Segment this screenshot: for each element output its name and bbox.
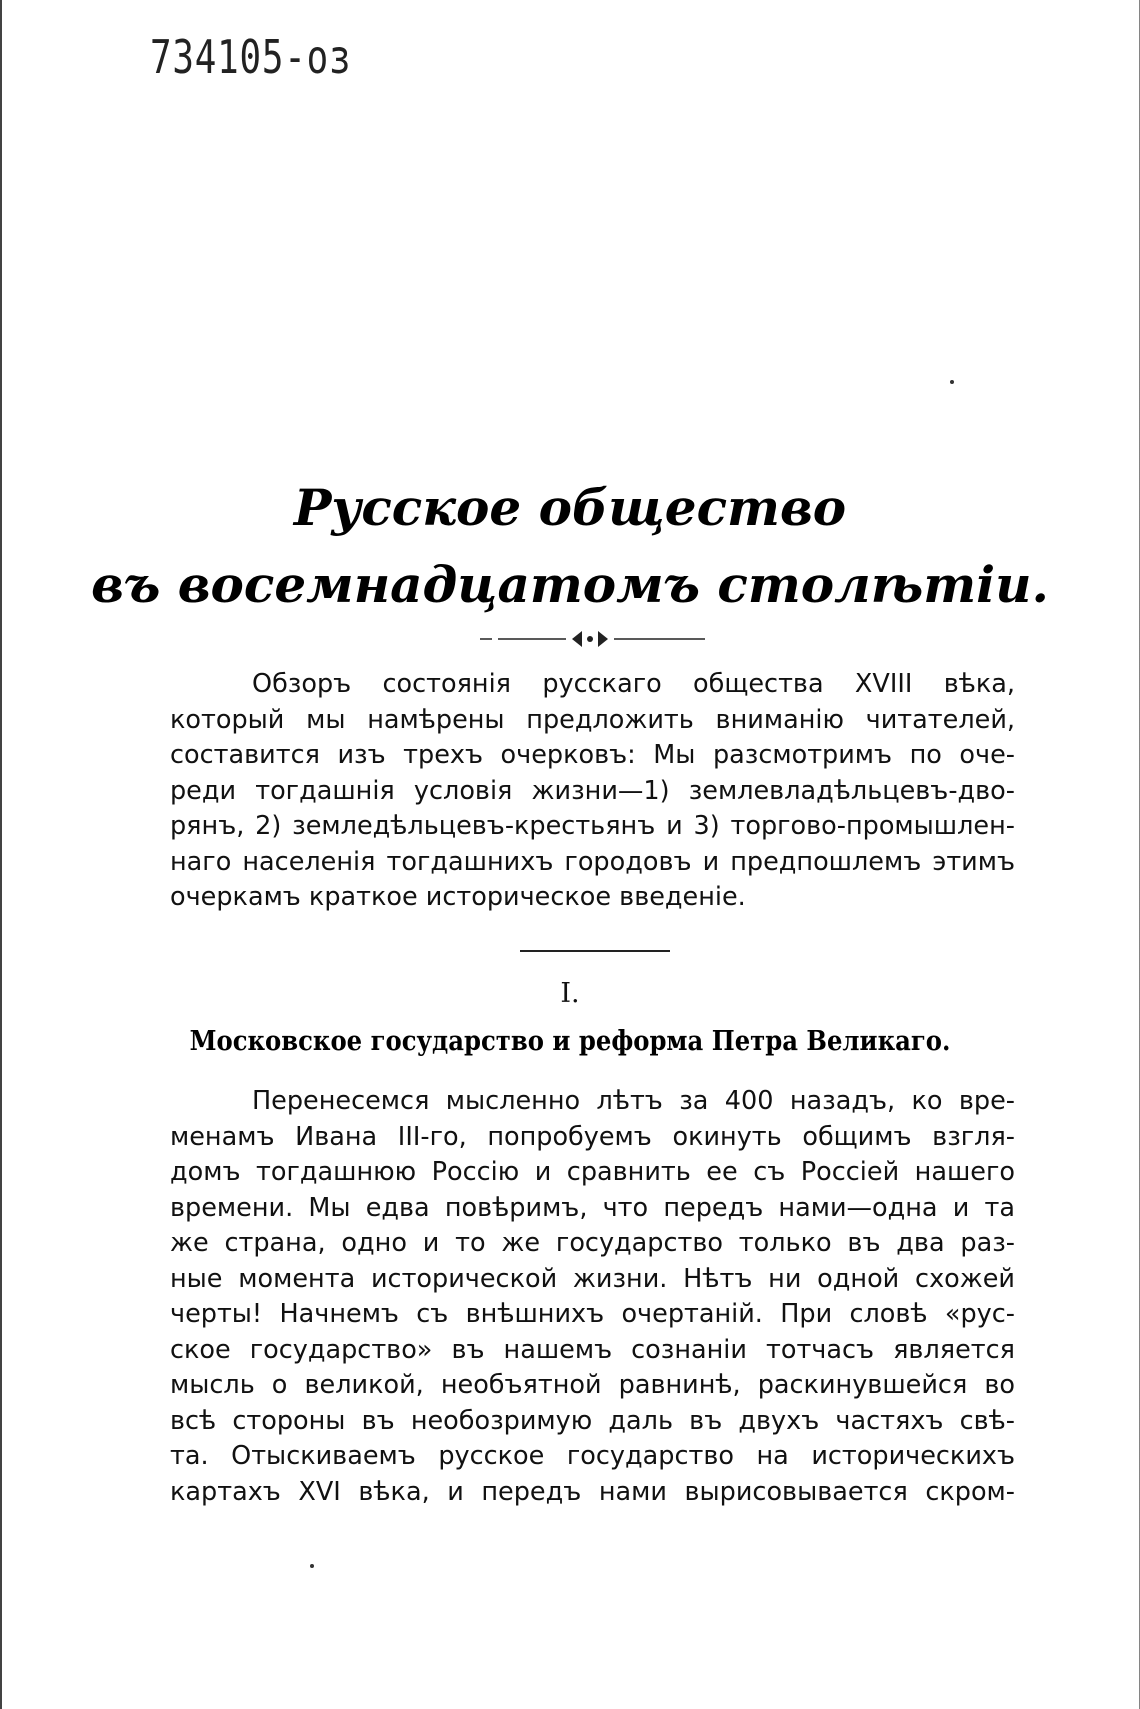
body-paragraph (170, 1084, 1015, 1510)
title-line-1: Русское общество (293, 478, 847, 537)
intro-line: Обзоръ состоянія русскаго общества XVIII вѣка, (252, 669, 1015, 699)
body-line: же страна, одно и то же государство только въ два раз- (170, 1228, 1015, 1258)
body-line: ское государство» въ нашемъ сознаніи тотчасъ является (170, 1334, 1015, 1365)
title-line-2: въ восемнадцатомъ столѣтіи. (91, 555, 1049, 614)
section-divider (520, 950, 670, 952)
body-line: всѣ стороны въ необозримую даль въ двухъ частяхъ свѣ- (170, 1405, 1015, 1436)
body-line: мысль о великой, необъятной равнинѣ, раскинувшейся во (170, 1370, 1015, 1400)
body-line: домъ тогдашнюю Россію и сравнить ее съ Россіей нашего (170, 1157, 1015, 1187)
scan-edge-right (1134, 0, 1140, 1709)
intro-line: рянъ, 2) земледѣльцевъ-крестьянъ и 3) торгово-промышлен- (170, 811, 1015, 841)
body-line: черты! Начнемъ съ внѣшнихъ очертаній. При словѣ «рус- (170, 1299, 1015, 1329)
body-line: картахъ XVI вѣка, и передъ нами вырисовывается скром- (170, 1476, 1015, 1507)
section-title: Московское государство и реформа Петра Великаго. (189, 1026, 951, 1057)
section-number: I. (560, 978, 580, 1009)
body-line: ные момента исторической жизни. Нѣтъ ни одной схожей (170, 1263, 1015, 1294)
scan-edge-left (0, 0, 6, 1709)
body-line: менамъ Ивана III-го, попробуемъ окинуть общимъ взгля- (170, 1121, 1015, 1152)
intro-line: очеркамъ краткое историческое введеніе. (170, 882, 746, 912)
scan-speck (950, 380, 954, 384)
body-line: та. Отыскиваемъ русское государство на историческихъ (170, 1441, 1015, 1471)
intro-line: наго населенія тогдашнихъ городовъ и предпошлемъ этимъ (170, 846, 1015, 877)
intro-line: составится изъ трехъ очерковъ: Мы разсмотримъ по оче- (170, 740, 1015, 770)
intro-line: который мы намѣрены предложить вниманію читателей, (170, 704, 1015, 735)
ornament-divider (480, 628, 705, 650)
shelfmark: 734105-оз (150, 30, 352, 84)
intro-paragraph (170, 667, 1015, 916)
scan-speck (310, 1564, 314, 1568)
body-line: времени. Мы едва повѣримъ, что передъ нами—одна и та (170, 1192, 1015, 1223)
body-line: Перенесемся мысленно лѣтъ за 400 назадъ, ко вре- (252, 1086, 1015, 1116)
intro-line: реди тогдашнія условія жизни—1) землевладѣльцевъ-дво- (170, 775, 1015, 806)
